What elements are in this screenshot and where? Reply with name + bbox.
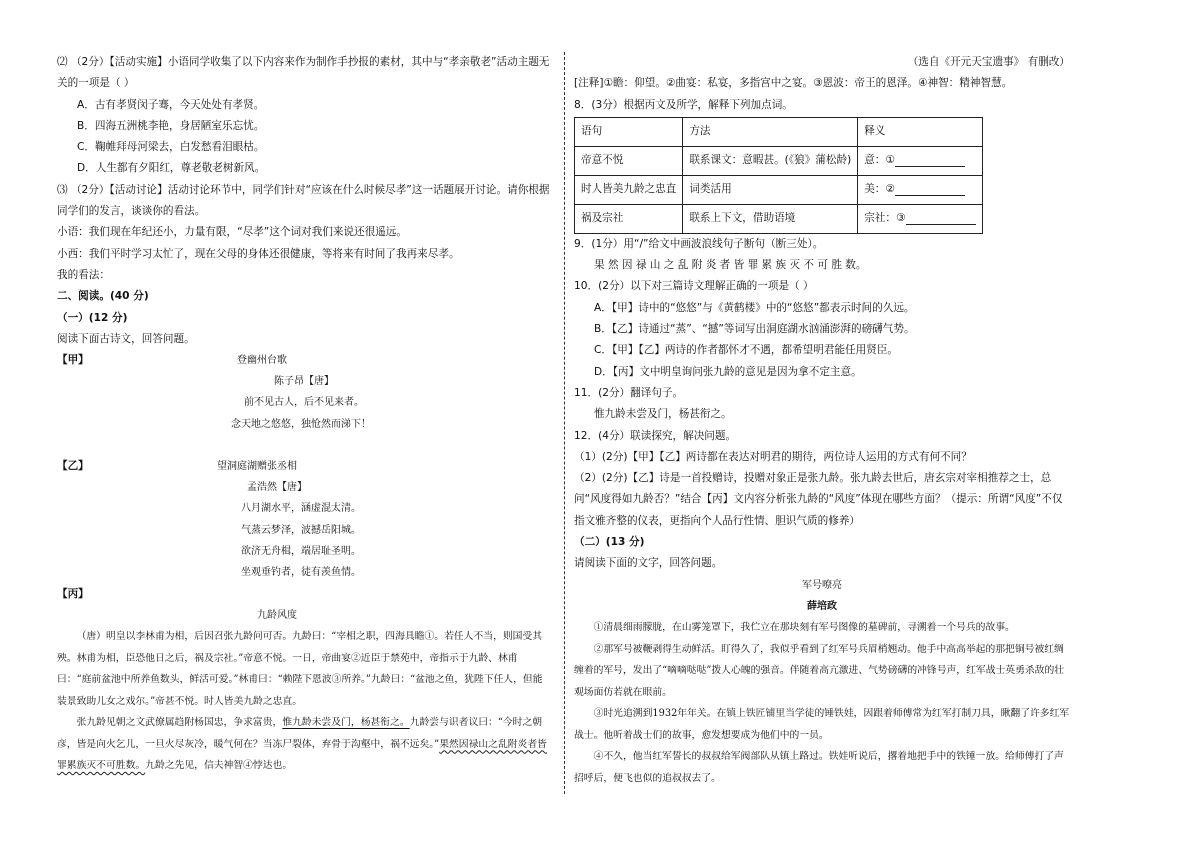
bing-p2-part-b: 九龄尝与识者议曰：“今时之朝彦，皆是向火乞儿，一旦火尽灰冷，暖气何在？当冻尸裂体，弃骨于沟壑中，祸不远矣。” <box>57 717 543 750</box>
bing-p2-part-c: 九龄之先见，信夫神智④悖达也。 <box>145 760 293 772</box>
poem-jia-title: 登幽州台歌 <box>237 355 287 367</box>
table-cell: 时人皆美九龄之忠直 <box>575 175 683 204</box>
poem-yi-label: 【乙】 <box>57 460 89 473</box>
table-row <box>575 204 983 233</box>
story-paragraph-4: ④不久，他当红军誓长的叔叔给军阀部队从镇上路过。铁娃听说后，撂着地把手中的铁锤一放。给师傅打了声招呼后，便飞也似的追叔叔去了。 <box>574 751 1064 784</box>
question-11-text: 惟九龄未尝及门，杨甚衔之。 <box>594 408 732 421</box>
question-9: 9．(1分）用“/”给文中画波浪线句子断句（断三处）。 <box>574 237 824 250</box>
annotations: [注释]①瞻：仰望。②曲宴：私宴，多指宫中之宴。③恩波：帝王的恩泽。④神智：精神智慧。 <box>574 77 1013 90</box>
q10-option-a: A．【甲】诗中的“悠悠”与《黄鹤楼》中的“悠悠”都表示时间的久远。 <box>594 301 915 314</box>
poem-yi-line-2: 气蒸云梦泽，波撼岳阳城。 <box>241 524 361 536</box>
text-bing-label: 【丙】 <box>57 587 89 600</box>
poem-yi-line-1: 八月湖水平，涵虚混太清。 <box>241 503 361 515</box>
story-paragraph-2: ②那军号被鞭剥得生动鲜活。盯得久了，我似乎看到了红军号兵眉梢翘动。他手中高高举起的那把铜号被红绸缠着的军号，发出了“嘀嘀哒哒”拨人心魄的强音。伴随着高亢激进、气势磅礴的冲锋号声，红军战士英勇杀敌的壮观场面仿若就在眼前。 <box>574 643 1065 698</box>
answer-blank[interactable] <box>895 154 965 167</box>
bing-p2-part-a: 张九龄见朝之文武僚属趋附杨国忠，争求富贵， <box>76 717 283 729</box>
poem-jia-author: 陈子昂【唐】 <box>274 376 334 388</box>
table-cell: 词类活用 <box>683 175 858 204</box>
question-2-continued: 关的一项是（ ） <box>57 77 135 90</box>
left-column <box>57 52 551 777</box>
q2-option-c: C．鞠帷拜母河梁去，白发愁看泪眼枯。 <box>77 141 265 154</box>
table-header-cell: 释义 <box>858 117 982 146</box>
poem-yi-line-4: 坐观垂钓者，徒有羡鱼情。 <box>241 567 361 579</box>
q2-option-d: D．人生都有夕阳红，尊老敬老树新风。 <box>77 162 266 175</box>
reading-instruction: 阅读下面古诗文，回答问题。 <box>57 332 195 345</box>
xiaoyu-statement: 小语：我们现在年纪还小，力量有限，“尽孝”这个词对我们来说还很遥远。 <box>57 226 407 239</box>
section-2-heading: 二、阅读。(40 分) <box>57 290 149 303</box>
question-12-2: （2）(2分)【乙】诗是一首投赠诗，投赠对象正是张九龄。张九龄去世后，唐玄宗对宰相推荐之士，总问“风度得如九龄否？”结合【丙】文内容分析张九龄的“风度”体现在哪些方面？（提示：所谓“风度”不仅指文雅齐整的仪表，更指向个人品行性情、胆识气质的修养） <box>574 472 1063 527</box>
table-header-row <box>575 117 983 146</box>
part-1-heading: （一）(12 分) <box>57 311 128 324</box>
meaning-label: 美：② <box>864 183 895 196</box>
column-divider <box>564 52 565 794</box>
question-12: 12．(4分）联读探究，解决问题。 <box>574 429 737 442</box>
q10-option-b: B．【乙】诗通过“蒸”、“撼”等词写出洞庭湖水汹涌澎湃的磅礴气势。 <box>594 323 915 336</box>
story-author: 薛培政 <box>807 600 837 612</box>
table-cell <box>858 175 982 204</box>
table-cell: 联系上下文，借助语境 <box>683 204 858 233</box>
table-row <box>575 146 983 175</box>
question-9-text: 果 然 因 禄 山 之 乱 附 炎 者 皆 罪 累 族 灭 不 可 胜 数。 <box>594 259 867 272</box>
poem-jia-line-2: 念天地之悠悠，独怆然而涕下！ <box>231 418 371 430</box>
source-citation: （选自《开元天宝遗事》 有删改） <box>907 56 1070 68</box>
poem-jia-line-1: 前不见古人，后不见来者。 <box>244 397 364 409</box>
table-cell: 祸及宗社 <box>575 204 683 233</box>
meaning-label: 意：① <box>864 154 895 167</box>
text-bing-title: 九龄风度 <box>257 609 297 621</box>
answer-blank[interactable] <box>895 183 965 196</box>
answer-blank[interactable] <box>906 212 976 225</box>
text-bing-paragraph-2 <box>57 712 551 777</box>
bing-p2-wavy: 果然因禄山之乱附炎者皆罪累族灭不可胜数。 <box>57 738 547 772</box>
text-bing-paragraph-1: （唐）明皇以李林甫为相，后因召张九龄问可否。九龄曰：“宰相之职，四海具瞻①。若任人不当，则国受其殃。林甫为相，臣恐他日之后，祸及宗社。”帝意不悦。一日，帝曲宴②近臣于禁苑中，帝指示于九龄、林甫曰：“庭前盆池中所养鱼数头，鲜活可爱。”林甫曰：“赖陛下恩波③所养。”九龄曰：“盆池之鱼，犹陛下任人，但能装景致助儿女之戏尔。”帝甚不悦。时人皆美九龄之忠直。 <box>57 631 543 707</box>
table-row <box>575 175 983 204</box>
question-11: 11．(2分）翻译句子。 <box>574 386 684 399</box>
table-cell: 帝意不悦 <box>575 146 683 175</box>
question-8: 8．(3分）根据丙文及所学，解释下列加点词。 <box>574 98 793 111</box>
part-2-heading: （二）(13 分) <box>574 536 645 549</box>
q2-option-b: B．四海五洲桃李艳，身居陋室乐忘忧。 <box>77 119 265 132</box>
q10-option-c: C．【甲】【乙】两诗的作者都怀才不遇，都希望明君能任用贤臣。 <box>594 344 899 357</box>
story-title: 军号嘹亮 <box>802 579 842 591</box>
poem-yi-title: 望洞庭湖赠张丞相 <box>217 461 297 473</box>
table-cell <box>858 204 982 233</box>
story-paragraph-3: ③时光追溯到1932年年关。在镇上铁匠铺里当学徒的锤铁娃，因跟着师傅常为红军打制刀具，瞅翻了许多红军战士。他听着战士们的故事，愈发想要成为他们中的一员。 <box>574 708 1070 741</box>
table-cell: 联系课文：意暇甚。(《狼》蒲松龄) <box>683 146 858 175</box>
poem-yi-author: 孟浩然【唐】 <box>247 482 307 494</box>
poem-yi-line-3: 欲济无舟楫，端居耻圣明。 <box>241 545 361 557</box>
question-3-continued: 同学们的发言，谈谈你的看法。 <box>57 205 206 218</box>
xiaoxi-statement: 小西：我们平时学习太忙了，现在父母的身体还很健康，等将来有时间了我再来尽孝。 <box>57 247 460 260</box>
q10-option-d: D．【丙】文中明皇询问张九龄的意见是因为拿不定主意。 <box>594 365 862 378</box>
question-10: 10．(2分）以下对三篇诗文理解正确的一项是（ ） <box>574 280 814 293</box>
table-header-cell: 语句 <box>575 117 683 146</box>
table-header-cell: 方法 <box>683 117 858 146</box>
reading-instruction-2: 请阅读下面的文字，回答问题。 <box>574 557 723 570</box>
meaning-label: 宗社：③ <box>864 212 906 225</box>
vocab-table <box>574 117 983 234</box>
question-12-1: （1）(2分)【甲】【乙】两诗都在表达对明君的期待，两位诗人运用的方式有何不同？ <box>574 450 972 463</box>
poem-jia-label: 【甲】 <box>57 354 89 367</box>
bing-p2-underlined: 惟九龄未尝及门，杨甚衔之。 <box>282 717 410 729</box>
right-column <box>574 52 1070 789</box>
question-2: ⑵ （2分）【活动实施】小语同学收集了以下内容来作为制作手抄报的素材，其中与“孝亲敬老”活动主题无 <box>57 56 550 68</box>
question-3: ⑶ （2分）【活动讨论】活动讨论环节中，同学们针对“应该在什么时候尽孝”这一话题展开讨论。请你根据 <box>57 183 550 196</box>
my-view-label: 我的看法： <box>57 268 110 281</box>
table-cell <box>858 146 982 175</box>
q2-option-a: A．古有孝贤闵子骞，今天处处有孝贤。 <box>77 98 265 111</box>
story-paragraph-1: ①清晨细雨朦胧，在山雾笼罩下，我伫立在那块刻有军号图像的墓碑前，寻溯着一个号兵的故事。 <box>593 622 1015 634</box>
